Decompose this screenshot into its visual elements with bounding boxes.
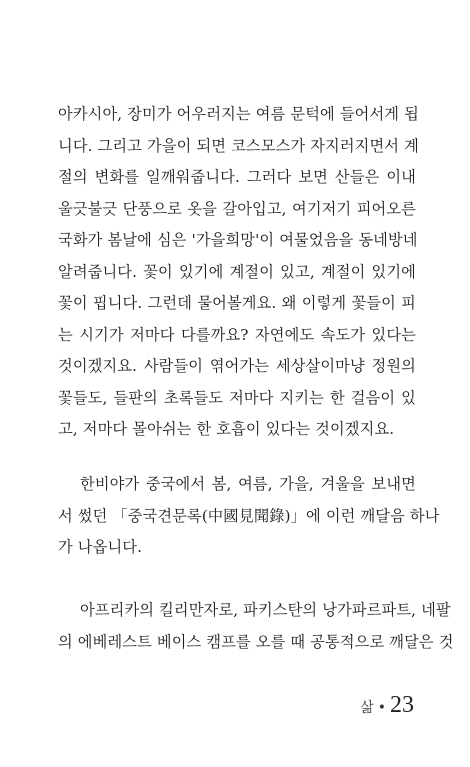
paragraph-3 xyxy=(58,595,454,658)
separator-dot: • xyxy=(377,700,386,716)
text-line: 한비야가 중국에서 봄, 여름, 가을, 겨울을 보내면 xyxy=(80,475,416,493)
text-line: 아카시아, 장미가 어우러지는 여름 문턱에 들어서게 됩 xyxy=(58,105,419,123)
text-line: 서 썼던 「중국견문록(中國見聞錄)」에 이런 깨달음 하나 xyxy=(58,506,440,525)
text-line: 아프리카의 킬리만자로, 파키스탄의 낭가파르파트, 네팔 xyxy=(80,601,451,619)
text-line: 는 시기가 저마다 다를까요? 자연에도 속도가 있다는 xyxy=(58,325,416,344)
page-footer xyxy=(360,692,414,719)
text-line: 알려줍니다. 꽃이 있기에 계절이 있고, 계절이 있기에 xyxy=(58,262,416,281)
text-line: 울긋불긋 단풍으로 옷을 갈아입고, 여기저기 피어오른 xyxy=(58,199,416,218)
text-line: 고, 저마다 몰아쉬는 한 호흡이 있다는 것이겠지요. xyxy=(58,420,395,438)
text-line: 꽃이 핍니다. 그런데 물어볼게요. 왜 이렇게 꽃들이 피 xyxy=(58,294,416,312)
text-line: 의 에베레스트 베이스 캠프를 오를 때 공통적으로 깨달은 것 xyxy=(58,632,454,651)
text-line: 가 나옵니다. xyxy=(58,538,143,556)
text-line: 니다. 그리고 가을이 되면 코스모스가 자지러지면서 계 xyxy=(58,136,419,155)
paragraph-2 xyxy=(58,469,440,564)
text-line: 절의 변화를 일깨워줍니다. 그러다 보면 산들은 이내 xyxy=(58,168,416,186)
text-line: 꽃들도, 들판의 초록들도 저마다 지키는 한 걸음이 있 xyxy=(58,388,416,407)
text-line: 것이겠지요. 사람들이 엮어가는 세상살이마냥 정원의 xyxy=(58,357,416,375)
page-number: 23 xyxy=(390,692,414,718)
section-title: 삶 xyxy=(360,700,374,716)
paragraph-1 xyxy=(58,99,419,446)
text-line: 국화가 봄날에 심은 '가을희망'이 여물었음을 동네방네 xyxy=(58,231,418,249)
